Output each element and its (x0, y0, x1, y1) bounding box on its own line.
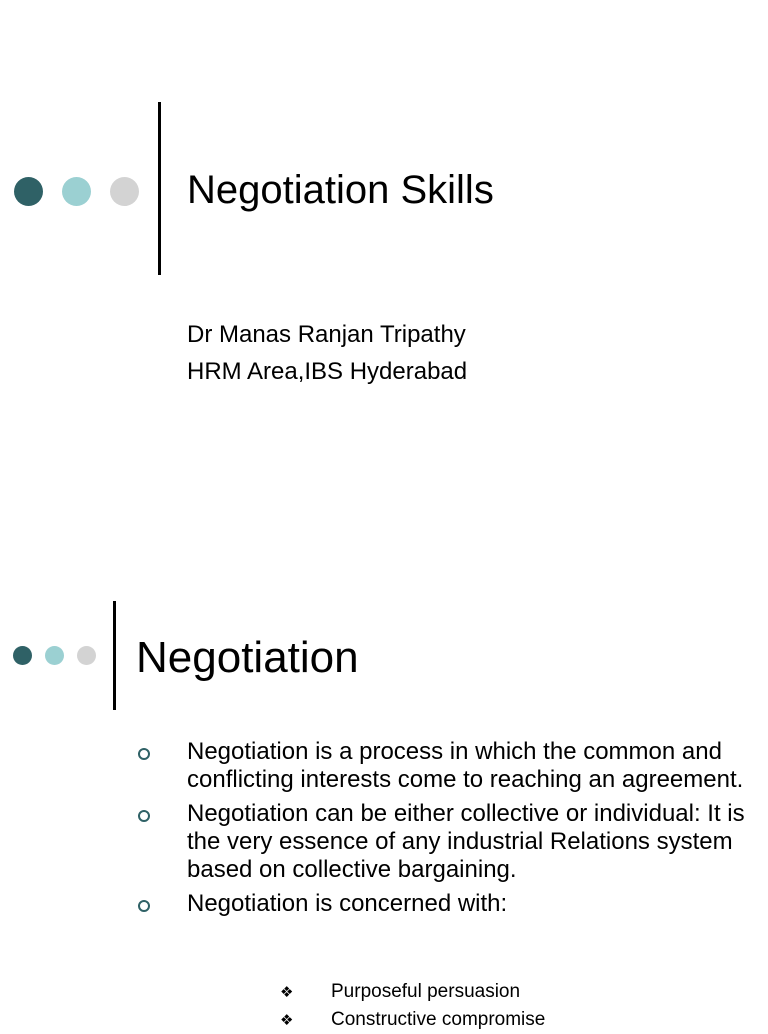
hollow-circle-icon (138, 810, 150, 822)
sub-list-item (280, 978, 545, 1006)
decorative-dot-dark (14, 177, 43, 206)
sub-bullet-list (280, 978, 545, 1034)
author-affiliation: HRM Area,IBS Hyderabad (187, 358, 468, 385)
bullet-text: Negotiation is a process in which the common and conflicting interests come to reaching an agreement. (187, 738, 744, 793)
bullet-text: Negotiation can be either collective or individual: It is the very essence of any industrial Relations system based on collective bargaining. (187, 800, 745, 883)
bullet-list (130, 738, 760, 924)
bullet-text: Negotiation is concerned with: (187, 890, 508, 917)
sub-bullet-text: Constructive compromise (331, 1009, 546, 1030)
hollow-circle-icon (138, 748, 150, 760)
decorative-dot-gray (110, 177, 139, 206)
diamond-cluster-icon: ❖ (280, 1011, 294, 1029)
decorative-dot-teal (62, 177, 91, 206)
title-slide (0, 0, 768, 500)
sub-bullet-text: Purposeful persuasion (331, 981, 521, 1002)
decorative-dot-teal (45, 646, 64, 665)
list-item (130, 890, 760, 918)
slide-subtitle (187, 316, 467, 390)
author-name: Dr Manas Ranjan Tripathy (187, 321, 466, 348)
title-divider-line (158, 102, 161, 275)
sub-list-item (280, 1006, 545, 1034)
list-item (130, 738, 760, 794)
decorative-dot-gray (77, 646, 96, 665)
content-slide (0, 560, 768, 1030)
hollow-circle-icon (138, 900, 150, 912)
slide-title: Negotiation Skills (187, 168, 494, 212)
decorative-dot-dark (13, 646, 32, 665)
diamond-cluster-icon: ❖ (280, 983, 294, 1001)
list-item (130, 800, 760, 884)
slide-title: Negotiation (136, 633, 359, 682)
title-divider-line (113, 601, 116, 710)
